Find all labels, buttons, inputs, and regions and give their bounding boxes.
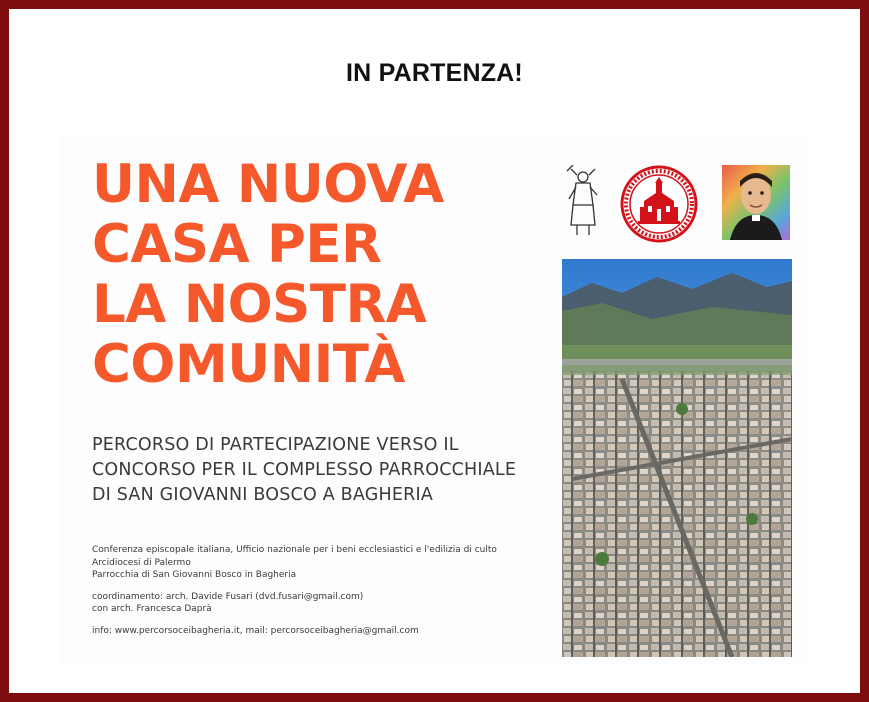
credit-coordination: coordinamento: arch. Davide Fusari (dvd.fusari@gmail.com)	[92, 591, 364, 602]
aerial-city-photo	[562, 259, 792, 657]
poster-subtitle	[92, 433, 516, 508]
poster	[60, 135, 809, 665]
headline-line: COMUNITÀ	[92, 334, 405, 395]
subtitle-line: PERCORSO DI PARTECIPAZIONE VERSO IL	[92, 435, 459, 455]
headline-line: UNA NUOVA	[92, 154, 444, 215]
credit-collaboration: con arch. Francesca Daprà	[92, 604, 212, 614]
headline-line: CASA PER	[92, 214, 382, 275]
subtitle-line: CONCORSO PER IL COMPLESSO PARROCCHIALE	[92, 460, 517, 480]
poster-headline	[92, 155, 444, 395]
poster-credits	[92, 544, 497, 637]
credit-info: info: www.percorsoceibagheria.it, mail: percorsoceibagheria@gmail.com	[92, 625, 419, 636]
headline-line: LA NOSTRA	[92, 274, 427, 335]
don-bosco-portrait	[722, 165, 790, 240]
credit-org: Parrocchia di San Giovanni Bosco in Bagheria	[92, 570, 297, 580]
page-frame	[9, 9, 860, 693]
credit-org: Conferenza episcopale italiana, Ufficio nazionale per i beni ecclesiastici e l'edilizia di culto	[92, 545, 497, 555]
parish-seal-logo	[620, 165, 698, 243]
page-heading: IN PARTENZA!	[346, 59, 523, 87]
credit-org: Arcidiocesi di Palermo	[92, 557, 191, 568]
subtitle-line: DI SAN GIOVANNI BOSCO A BAGHERIA	[92, 485, 433, 505]
saint-figure-logo	[563, 165, 603, 237]
